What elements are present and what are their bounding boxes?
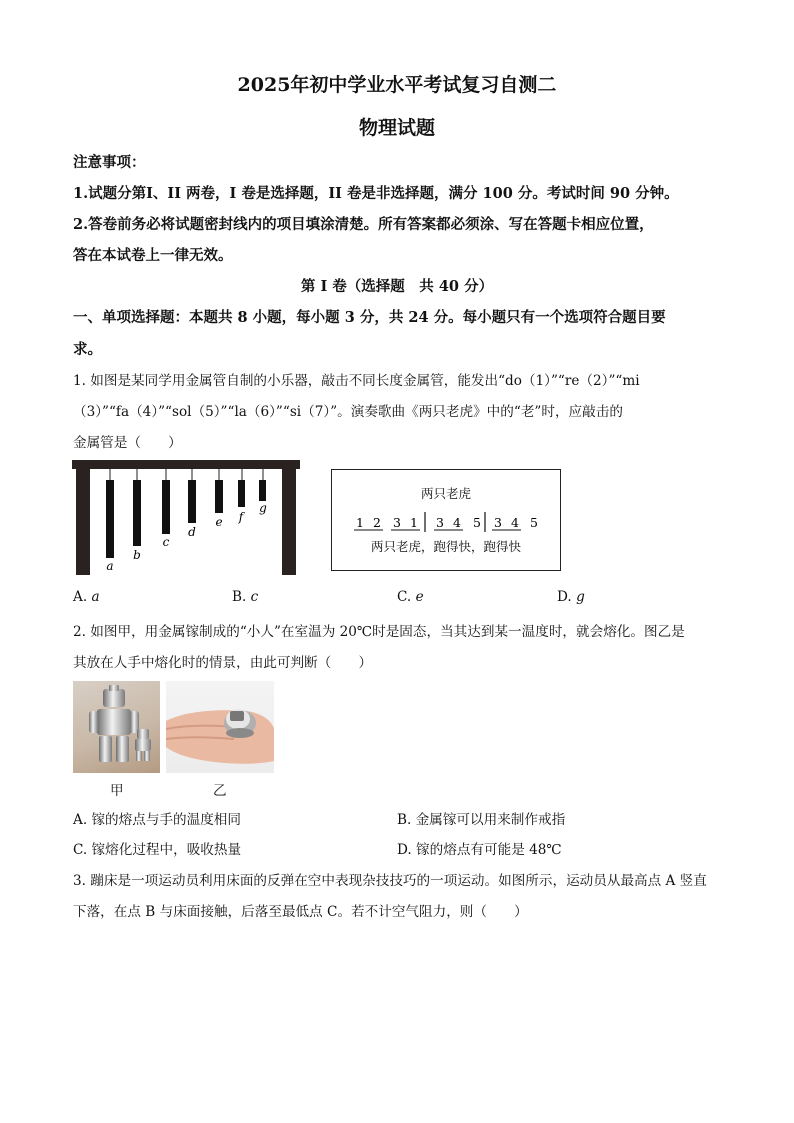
notice-heading: 注意事项：: [73, 154, 146, 171]
q2-stem-line-1: 2. 如图甲，用金属镓制成的“小人”在室温为 20℃时是固态，当其达到某一温度时，就会熔化。图乙是: [73, 624, 685, 640]
tube-a: [106, 480, 114, 558]
q1-option-c[interactable]: [397, 589, 424, 605]
tube-e: [215, 480, 223, 513]
page-subtitle: 物理试题: [358, 117, 435, 139]
song-score-box: [331, 469, 561, 571]
q3-stem-line-1: 3. 蹦床是一项运动员利用床面的反弹在空中表现杂技技巧的一项运动。如图所示，运动员从最高点 A 竖直: [73, 873, 707, 889]
hand-melting-photo: [166, 681, 274, 773]
metal-tube-instrument-figure: [72, 458, 302, 578]
photo-caption-a: 甲: [110, 783, 124, 799]
tube-label-c: c: [162, 535, 170, 549]
instrument-left-leg: [76, 469, 90, 575]
notice-item-1: 1.试题分第I、II 两卷，I 卷是选择题，II 卷是非选择题，满分 100 分。考试时间 90 分钟。: [73, 185, 679, 202]
section-instruction-line-2: 求。: [73, 341, 102, 358]
instrument-top-bar: [72, 460, 300, 469]
q1-stem-line-3: 金属管是（ ）: [73, 435, 182, 451]
gallium-figure-photo: [73, 681, 160, 773]
q1-stem-line-1: 1. 如图是某同学用金属管自制的小乐器，敲击不同长度金属管，能发出“do（1）”“re（2）”“mi: [73, 373, 640, 389]
note: 5: [473, 515, 481, 530]
q1-option-a[interactable]: [73, 589, 100, 605]
option-value: a: [91, 589, 100, 605]
tube-g: [259, 480, 266, 501]
option-value: g: [576, 589, 585, 605]
q2-option-c[interactable]: C. 镓熔化过程中，吸收热量: [73, 842, 242, 858]
note: 3: [494, 515, 502, 530]
note: 3: [393, 515, 401, 530]
tube-b: [133, 480, 141, 546]
q1-option-d[interactable]: [557, 589, 585, 605]
option-value: c: [250, 589, 259, 605]
section-title: 第 I 卷（选择题 共 40 分）: [300, 278, 494, 295]
page-title: 2025年初中学业水平考试复习自测二: [237, 74, 557, 96]
note: 2: [373, 515, 381, 530]
tube-d: [188, 480, 196, 523]
photo-caption-b: 乙: [213, 783, 227, 799]
instrument-right-leg: [282, 469, 296, 575]
q1-stem-line-2: （3）”“fa（4）”“sol（5）”“la（6）”“si（7）”。演奏歌曲《两只老虎》中的“老”时，应敲击的: [73, 404, 623, 420]
song-lyrics: 两只老虎，跑得快，跑得快: [370, 539, 521, 554]
note: 1: [410, 515, 418, 530]
tube-f: [238, 480, 245, 507]
notice-item-2-line-2: 答在本试卷上一律无效。: [73, 247, 233, 264]
song-notes: [352, 512, 542, 534]
tube-label-d: d: [188, 525, 196, 539]
option-prefix: C.: [397, 589, 416, 605]
note: 4: [453, 515, 461, 530]
q2-option-b[interactable]: B. 金属镓可以用来制作戒指: [397, 812, 566, 828]
q3-stem-line-2: 下落，在点 B 与床面接触，后落至最低点 C。若不计空气阻力，则（ ）: [73, 904, 528, 920]
q2-option-d[interactable]: D. 镓的熔点有可能是 48℃: [397, 842, 562, 858]
section-instruction-line-1: 一、单项选择题：本题共 8 小题，每小题 3 分，共 24 分。每小题只有一个选项符合题目要: [73, 309, 666, 326]
note: 3: [436, 515, 444, 530]
tube-label-g: g: [259, 501, 267, 515]
tube-label-e: e: [215, 515, 223, 529]
q1-option-b[interactable]: [232, 589, 258, 605]
tube-c: [162, 480, 170, 534]
q2-option-a[interactable]: A. 镓的熔点与手的温度相同: [73, 812, 241, 828]
option-prefix: A.: [73, 589, 92, 605]
note: 4: [511, 515, 519, 530]
tube-label-f: f: [238, 510, 244, 524]
option-prefix: D.: [557, 589, 577, 605]
song-title: 两只老虎: [420, 486, 471, 501]
note: 1: [356, 515, 364, 530]
q2-stem-line-2: 其放在人手中熔化时的情景，由此可判断（ ）: [73, 655, 373, 671]
notice-item-2-line-1: 2.答卷前务必将试题密封线内的项目填涂清楚。所有答案都必须涂、写在答题卡相应位置，: [73, 216, 654, 233]
tube-label-b: b: [133, 548, 141, 562]
tube-label-a: a: [106, 559, 114, 573]
option-prefix: B.: [232, 589, 251, 605]
option-value: e: [415, 589, 424, 605]
note: 5: [530, 515, 538, 530]
